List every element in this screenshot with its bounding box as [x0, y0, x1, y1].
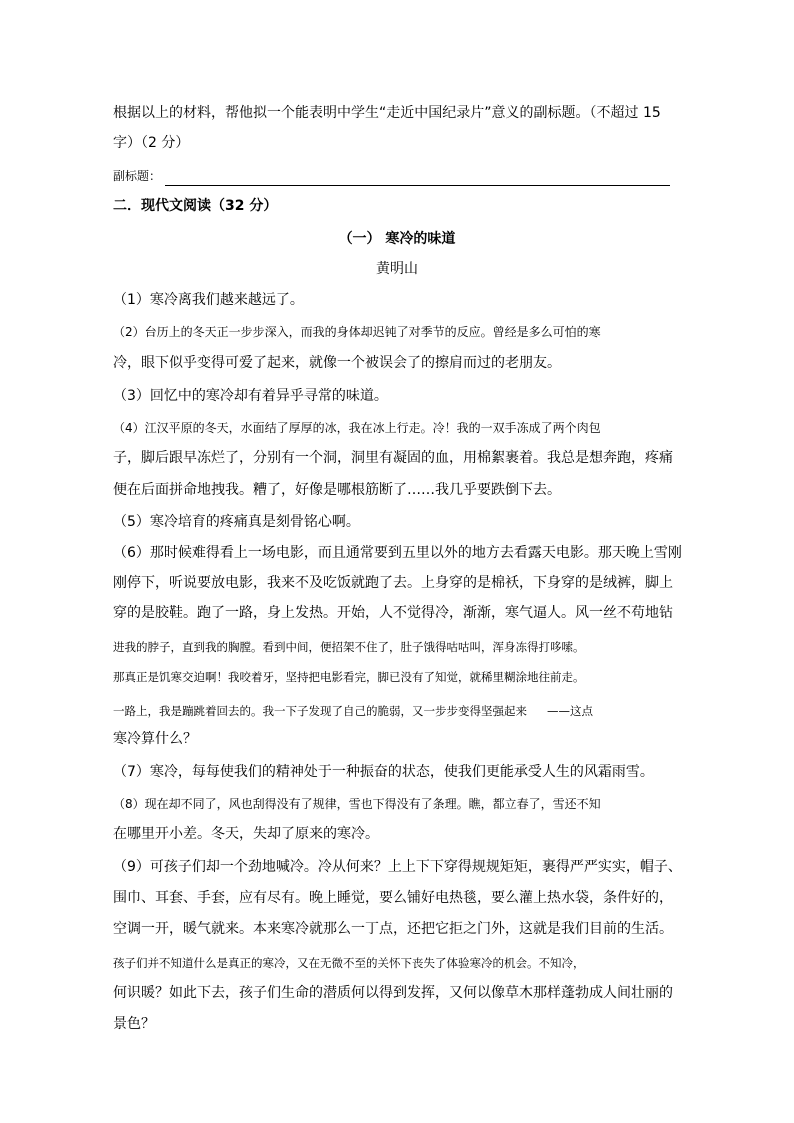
question-text-line-1: 根据以上的材料，帮他拟一个能表明中学生“走近中国纪录片”意义的副标题。（不超过 15 — [113, 105, 661, 121]
paragraph-2-line-1: （2）台历上的冬天正一步步深入，而我的身体却迟钝了对季节的反应。曾经是多么可怕的寒 — [113, 325, 601, 339]
paragraph-7: （7）寒冷，每每使我们的精神处于一种振奋的状态，使我们更能承受人生的风霜雨雪。 — [113, 764, 654, 780]
paragraph-9-line-5: 何识暖？如此下去，孩子们生命的潜质何以得到发挥，又何以像草木那样蓬勃成人间壮丽的 — [113, 985, 673, 1001]
paragraph-4-line-2: 子，脚后跟早冻烂了，分别有一个洞，洞里有凝固的血，用棉絮裹着。我总是想奔跑，疼痛 — [113, 450, 673, 466]
subtitle-answer-row — [113, 166, 670, 186]
subtitle-answer-blank[interactable] — [165, 171, 670, 186]
paragraph-6-line-5: 那真正是饥寒交迫啊！我咬着牙，坚持把电影看完，脚已没有了知觉，就稀里糊涂地往前走。 — [113, 670, 585, 684]
section-heading: 二．现代文阅读（32 分） — [113, 198, 278, 214]
paragraph-6-line-1: （6）那时候难得看上一场电影，而且通常要到五里以外的地方去看露天电影。那天晚上雪刚 — [113, 545, 682, 561]
article-title: （一） 寒冷的味道 — [338, 231, 456, 247]
paragraph-9-line-3: 空调一开，暖气就来。本来寒冷就那么一丁点，还把它拒之门外，这就是我们目前的生活。 — [113, 921, 673, 937]
paragraph-6-line-6-text: 一路上，我是蹦跳着回去的。我一下子发现了自己的脆弱，又一步步变得坚强起来 — [113, 704, 527, 718]
paragraph-6-line-6 — [113, 701, 593, 721]
paragraph-6-line-7: 寒冷算什么？ — [113, 731, 197, 747]
paragraph-6-dash: ——这点 — [547, 704, 593, 718]
paragraph-8-line-1: （8）现在却不同了，风也刮得没有了规律，雪也下得没有了条理。瞧，都立春了，雪还不知 — [113, 797, 601, 811]
paragraph-8-line-2: 在哪里开小差。冬天，失却了原来的寒冷。 — [113, 826, 379, 842]
article-author: 黄明山 — [376, 261, 418, 277]
paragraph-6-line-2: 刚停下，听说要放电影，我来不及吃饭就跑了去。上身穿的是棉袄，下身穿的是绒裤，脚上 — [113, 575, 673, 591]
paragraph-5: （5）寒冷培育的疼痛真是刻骨铭心啊。 — [113, 514, 360, 530]
question-text-line-2: 字）（2 分） — [113, 135, 190, 151]
paragraph-9-line-6: 景色？ — [113, 1016, 155, 1032]
paragraph-6-line-3: 穿的是胶鞋。跑了一路，身上发热。开始，人不觉得冷，渐渐，寒气逼人。风一丝不苟地钻 — [113, 605, 673, 621]
paragraph-4-line-3: 便在后面拼命地拽我。糟了，好像是哪根筋断了……我几乎要跌倒下去。 — [113, 482, 561, 498]
paragraph-4-line-1: （4）江汉平原的冬天，水面结了厚厚的冰，我在冰上行走。冷！我的一双手冻成了两个肉包 — [113, 421, 601, 435]
paragraph-3: （3）回忆中的寒冷却有着异乎寻常的味道。 — [113, 388, 388, 404]
paragraph-6-line-4: 进我的脖子，直到我的胸膛。看到中间，便招架不住了，肚子饿得咕咕叫，浑身冻得打哆嗦。 — [113, 640, 585, 654]
paragraph-9-line-4: 孩子们并不知道什么是真正的寒冷，又在无微不至的关怀下丧失了体验寒冷的机会。不知冷， — [113, 956, 585, 970]
paragraph-9-line-2: 围巾、耳套、手套，应有尽有。晚上睡觉，要么铺好电热毯，要么灌上热水袋，条件好的， — [113, 890, 673, 906]
paragraph-2-line-2: 冷，眼下似乎变得可爱了起来，就像一个被误会了的擦肩而过的老朋友。 — [113, 355, 561, 371]
subtitle-answer-label: 副标题： — [113, 169, 162, 183]
paragraph-1: （1）寒冷离我们越来越远了。 — [113, 292, 304, 308]
paragraph-9-line-1: （9）可孩子们却一个劲地喊冷。冷从何来？上上下下穿得规规矩矩，裹得严严实实，帽子、 — [113, 859, 682, 875]
